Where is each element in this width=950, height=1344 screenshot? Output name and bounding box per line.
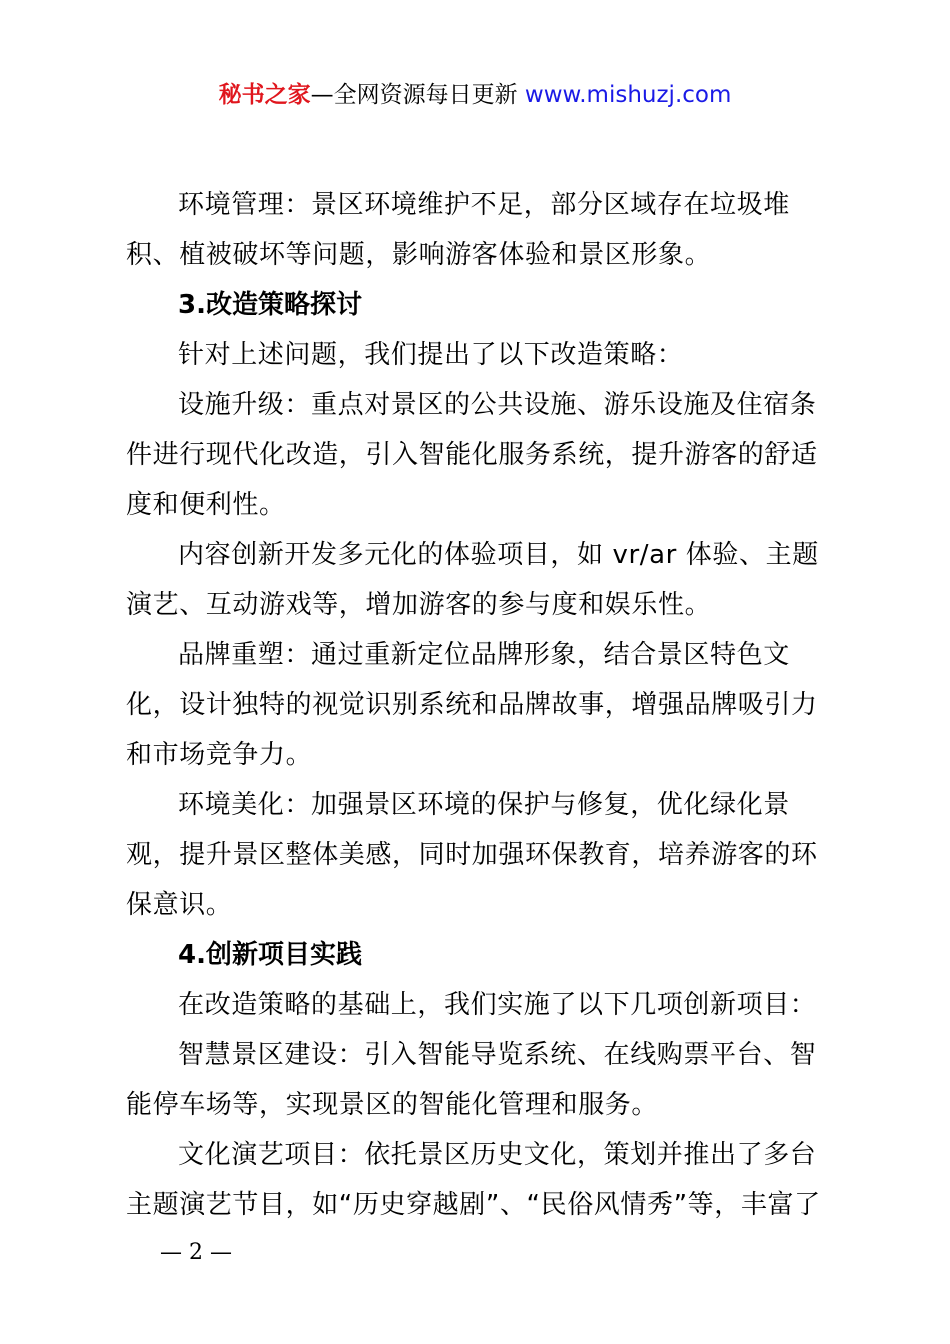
section-heading-strategy: 3.改造策略探讨 [178,290,362,320]
site-banner [0,78,950,112]
page-number: — 2 — [160,1240,232,1265]
site-url-link[interactable]: www.mishuzj.com [524,82,732,108]
paragraph-brand-reshaping: 品牌重塑：通过重新定位品牌形象，结合景区特色文化，设计独特的视觉识别系统和品牌故事，增强品牌吸引力和市场竞争力。 [126,640,818,770]
document-body [126,180,836,1230]
paragraph-environment-beautification: 环境美化：加强景区环境的保护与修复，优化绿化景观，提升景区整体美感，同时加强环保教育，培养游客的环保意识。 [126,790,818,920]
paragraph-strategy-intro: 针对上述问题，我们提出了以下改造策略： [178,340,684,370]
paragraph-environment-management: 环境管理：景区环境维护不足，部分区域存在垃圾堆积、植被破坏等问题，影响游客体验和景区形象。 [126,190,790,270]
paragraph-cultural-performance: 文化演艺项目：依托景区历史文化，策划并推出了多台主题演艺节目，如“历史穿越剧”、“民俗风情秀”等，丰富了 [126,1140,821,1220]
paragraph-projects-intro: 在改造策略的基础上，我们实施了以下几项创新项目： [178,990,817,1020]
site-brand: 秘书之家 [218,82,311,108]
paragraph-content-innovation: 内容创新开发多元化的体验项目，如 vr/ar 体验、主题演艺、互动游戏等，增加游客的参与度和娱乐性。 [126,540,819,620]
paragraph-smart-scenic-area: 智慧景区建设：引入智能导览系统、在线购票平台、智能停车场等，实现景区的智能化管理和服务。 [126,1040,817,1120]
site-tagline: —全网资源每日更新 [310,82,518,108]
paragraph-facility-upgrade: 设施升级：重点对景区的公共设施、游乐设施及住宿条件进行现代化改造，引入智能化服务系统，提升游客的舒适度和便利性。 [126,390,818,520]
section-heading-projects: 4.创新项目实践 [178,940,362,970]
